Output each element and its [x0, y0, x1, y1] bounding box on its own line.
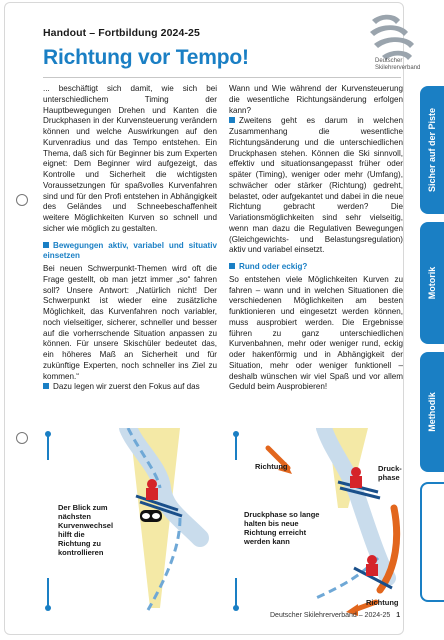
label-richtung-top: Richtung [255, 462, 288, 471]
bullet-paragraph-left [43, 382, 217, 393]
left-column [43, 84, 217, 393]
bullet-paragraph-right [229, 116, 403, 256]
punch-hole-bottom [16, 432, 28, 444]
bullet-square-icon [43, 383, 49, 389]
bullet-text-right: Zweitens geht es darum in welchen Zusammenhang die wesentliche Richtungsänderung und die unterschiedlichen Druckphasen stehen. Können die Ski sinnvoll, effektiv und situationsangepasst früher oder später (Timing), weniger oder mehr (Umfang), schwächer oder stärker (Richtung) gedreht, belastet, oder aufgekantet und dabei in die neue Richtung gebracht werden? Die Variationsmöglichkeiten sind sehr vielseitig, wenn man dazu die Regulativen Bewegungen (Gleichgewichts- und Belastungsregulation) aktiv und variabel einsetzt. [229, 116, 403, 255]
subhead-rund [229, 262, 403, 273]
label-richtung-bottom: Richtung [366, 598, 399, 607]
subhead-rund-text: Rund oder eckig? [239, 262, 308, 271]
header-kicker: Handout – Fortbildung 2024-25 [43, 27, 200, 39]
label-druckphase: Druck- phase [378, 464, 402, 482]
punch-hole-top [16, 194, 28, 206]
tab-sicher-auf-der-piste[interactable]: Sicher auf der Piste [420, 86, 444, 214]
caption-left: Der Blick zum nächsten Kurvenwechsel hilft die Richtung zu kontrollieren [58, 503, 114, 557]
bullet-square-icon [43, 242, 49, 248]
continuation-paragraph: Wann und Wie während der Kurvensteuerung die wesentliche Richtungsänderung erfolgen kann? [229, 84, 403, 115]
logo-text-line2: Skilehrerverband [375, 65, 421, 71]
body-paragraph-right: So entstehen viele Möglichkeiten Kurven zu fahren – wann und in welchen Situationen die verschiedenen Möglichkeiten am besten funktionieren und eingesetzt werden können, muss ausprobiert werden. Die Ergebnisse führen zu ganz unterschiedlichen Kurvenbahnen, mehr oder weniger rund, eckig oder hakenförmig und in Abhängigkeit der Situation, mehr oder weniger funktionell – deshalb wünschen wir viel Spaß und vor allem Geduld beim Ausprobieren! [229, 274, 403, 392]
page-number: 1 [396, 612, 401, 619]
footer [270, 612, 400, 619]
right-column [229, 84, 403, 393]
tab-methodik[interactable]: Methodik [420, 352, 444, 472]
bullet-square-icon [229, 117, 235, 123]
side-tabs [420, 0, 444, 640]
subhead-bewegungen [43, 241, 217, 263]
intro-paragraph: ... beschäftigt sich damit, wie sich bei unterschiedlichem Timing der Hauptbewegungen Drehen und Kanten die Druckphasen in der Kurvensteuerung verändern können und welche Auswirkungen auf den Kurvenradius und das Tempo entstehen. Ein Thema, daß sich für Beginner bis zum Experten eignet: Dem Beginner wird aufgezeigt, das Kontrolle und Sicherheit die wichtigsten Voraussetzungen für spaßvolles Kurvenfahren sind und für den Profi entstehen in Abhängigkeit des Geländes und Schneebeschaffenheit weitere Möglichkeiten Kurven so schnell und sicher wie möglich zu gestalten. [43, 84, 217, 233]
bullet-text-left: Dazu legen wir zuerst den Fokus auf das [53, 382, 200, 392]
tab-empty[interactable] [420, 482, 444, 602]
tab-motorik[interactable]: Motorik [420, 222, 444, 344]
title-divider [43, 77, 401, 78]
body-paragraph-left: Bei neuen Schwerpunkt-Themen wird oft die Frage gestellt, ob man jetzt immer „so“ fahren soll? Unsere Antwort: „Natürlich nicht! Der Schwerpunkt ist wieder eine zusätzliche Möglichkeit, das Kurvenfahren noch variabler, noch vielseitiger, sicherer, schneller und besser auf die vorherrschende Situation anpassen zu können. Für unsere Skischüler bedeutet das, ein höheres Maß an Sicherheit und für zukünftige Experten, noch schneller ins Ziel zu kommen.“ [43, 264, 217, 381]
page-title: Richtung vor Tempo! [43, 46, 249, 69]
subhead-bewegungen-text: Bewegungen aktiv, variabel und situativ einsetzen [43, 240, 217, 261]
caption-right: Druckphase so lange halten bis neue Richtung erreicht werden kann [244, 510, 320, 546]
bullet-square-icon [229, 263, 235, 269]
logo-text-line1: Deutscher [375, 58, 403, 64]
footer-text: Deutscher Skilehrerverband – 2024-25 [270, 612, 391, 619]
